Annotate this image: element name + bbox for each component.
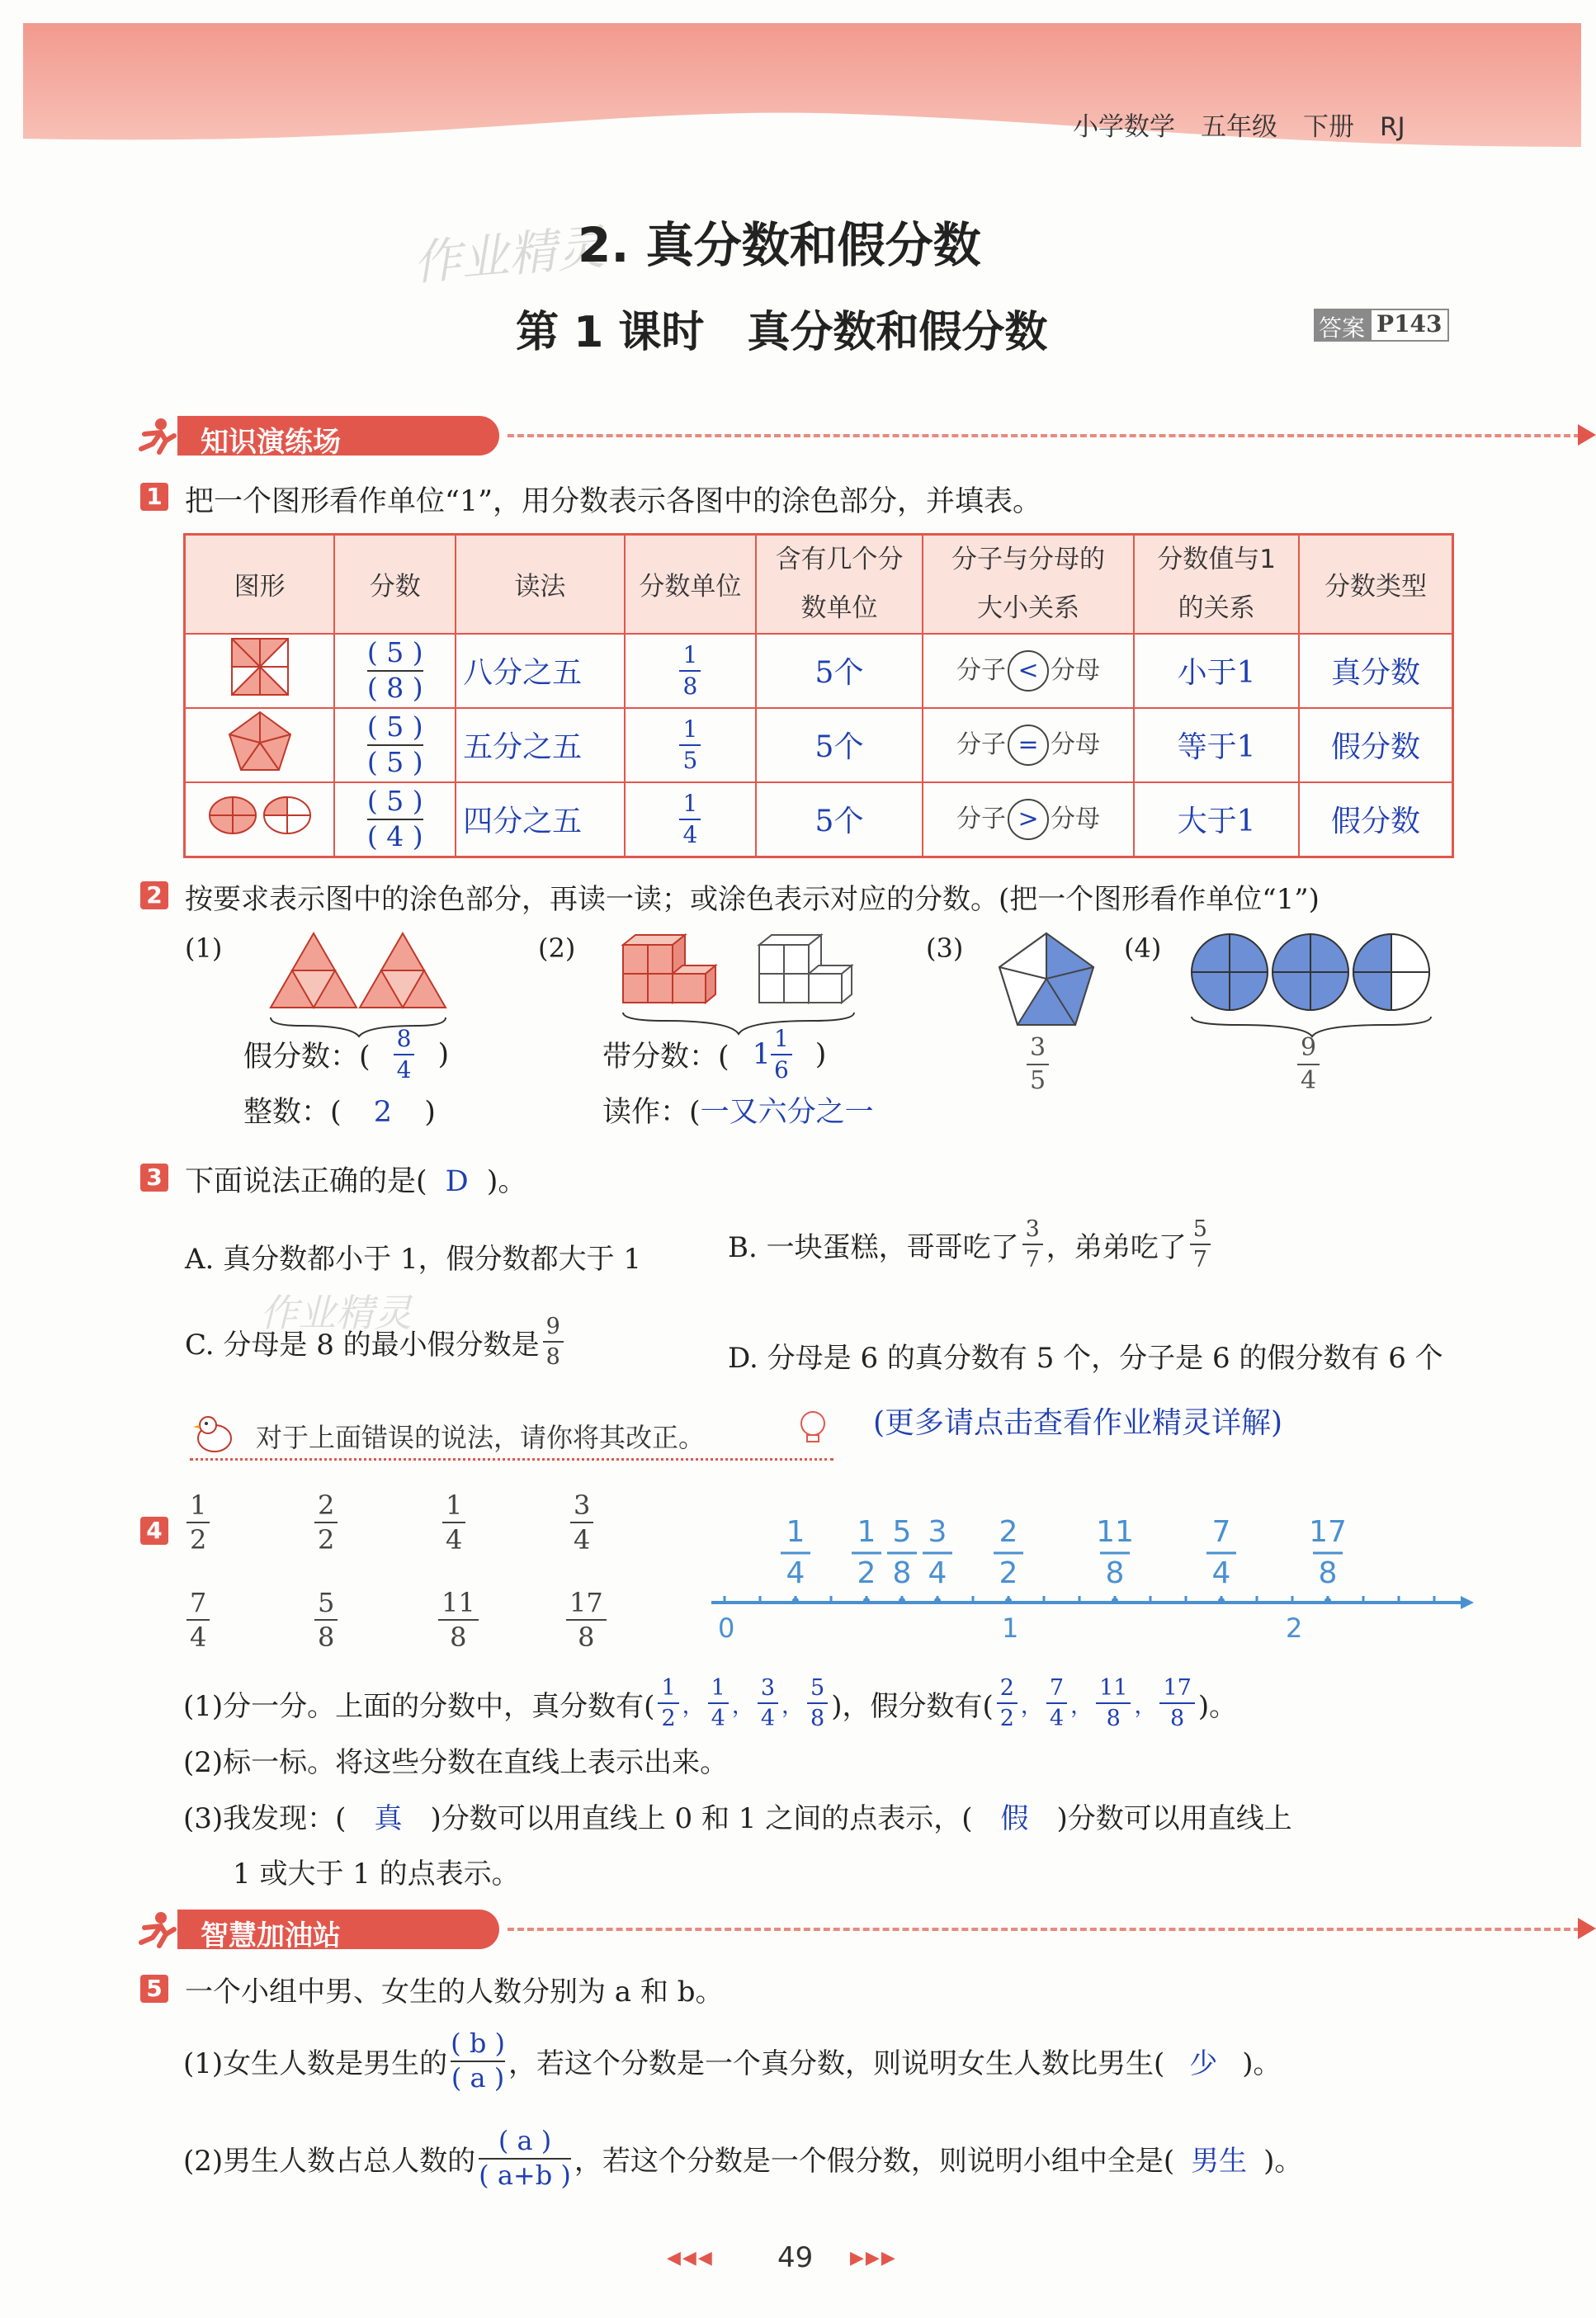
q3-option-a: A. 真分数都小于 1，假分数都大于 1: [185, 1243, 642, 1276]
section-practice-label: 知识演练场: [201, 426, 341, 459]
number-line-fraction-label: [1309, 1515, 1347, 1604]
q2-p4-fraction: [1297, 1033, 1320, 1095]
q3-option-b-d2: 7: [1192, 1247, 1207, 1272]
number-line-fraction-text: 11: [1096, 1515, 1134, 1549]
number-line-fraction-label: [923, 1515, 952, 1604]
q4-p1-mid: )，假分数有(: [831, 1689, 994, 1723]
q4-p3-pre: (3)我发现：(: [183, 1802, 347, 1835]
q1-prompt: 把一个图形看作单位“1”，用分数表示各图中的涂色部分，并填表。: [185, 485, 1042, 518]
q4-frac-3: 1 4: [442, 1492, 465, 1553]
q1-r2-reading: 五分之五: [456, 708, 625, 782]
q1-r3-rel-right: 分母: [1051, 805, 1101, 834]
footer-prev-arrows[interactable]: ◀◀◀: [667, 2248, 714, 2268]
q5-part2: [183, 2127, 1302, 2189]
q1-r2-num: 5: [386, 711, 404, 744]
q1-r3-unit-num: 1: [682, 789, 698, 817]
number-line-fraction-text: 1: [857, 1515, 876, 1549]
number-line-fraction-label: [1096, 1515, 1134, 1604]
q4-frac-4: 3 4: [570, 1492, 593, 1553]
q2-prompt: 按要求表示图中的涂色部分，再读一读；或涂色表示对应的分数。(把一个图形看作单位“1”): [185, 883, 1320, 916]
q3-prompt-line: [185, 1159, 526, 1200]
q2-p2-mixed-den: 6: [773, 1056, 789, 1083]
q3-option-b: [728, 1218, 1214, 1271]
triangles-figure: [268, 931, 450, 1038]
q1-header-fraction: 分数: [334, 535, 456, 634]
q2-p2-read-label: 读作：(: [602, 1096, 701, 1129]
q4-frac-1: 1 2: [187, 1492, 210, 1553]
chick-icon: [190, 1410, 239, 1456]
q2-p1-improper-den: 4: [396, 1056, 412, 1083]
q3-more-link[interactable]: (更多请点击查看作业精灵详解): [873, 1406, 1283, 1440]
q2-p3-label: (3): [926, 932, 964, 964]
watermark: 作业精灵: [410, 218, 607, 291]
answer-tag-page: P143: [1370, 309, 1449, 342]
q4-number: 4: [140, 1517, 168, 1545]
q3-option-b-mid: ，弟弟吃了: [1046, 1230, 1187, 1264]
number-line-point: [934, 1598, 941, 1604]
q4-frac-8: 17 8: [566, 1589, 607, 1650]
number-line-fraction-label: [994, 1515, 1023, 1604]
q5-p1-pre: (1)女生人数是男生的: [183, 2047, 448, 2081]
q3-option-c-pre: C. 分母是 8 的最小假分数是: [185, 1328, 540, 1362]
q1-header-shape: 图形: [185, 535, 335, 634]
answer-tag-label: 答案: [1314, 309, 1370, 342]
watermark-small: 作业精灵: [260, 1291, 412, 1335]
q4-frac-6: 5 8: [314, 1589, 338, 1650]
q5-part1: [183, 2030, 1282, 2092]
number-line-arrow: [1461, 1596, 1474, 1609]
table-row: $\frac{( 5 )}{( 5 )}$ 五分之五 $\frac{1}{5}$ 5个 分子 = 分母 等于1 假分数: [185, 708, 1453, 782]
number-line-fraction-text: 2: [999, 1556, 1018, 1590]
q2-p2-close: ): [815, 1038, 827, 1071]
q2-p2-mixed: [602, 1027, 826, 1082]
q3-option-c-n: 9: [545, 1314, 560, 1339]
q3-option-b-n1: 3: [1025, 1216, 1040, 1242]
section-challenge-label: 智慧加油站: [201, 1919, 341, 1952]
q1-r1-type: 真分数: [1299, 634, 1453, 708]
q1-header-count: 含有几个分数单位: [756, 535, 923, 634]
q4-part3-line2: 1 或大于 1 的点表示。: [233, 1858, 520, 1891]
q2-p3-num: 3: [1030, 1033, 1046, 1062]
number-line-fraction-text: 8: [1105, 1556, 1125, 1590]
number-line-tick-label: 2: [1286, 1612, 1303, 1644]
answer-tag[interactable]: [1314, 309, 1449, 342]
q5-p2-den[interactable]: ( a+b ): [479, 2159, 571, 2191]
q3-number: 3: [140, 1164, 168, 1192]
number-line-fraction-text: 8: [1318, 1556, 1338, 1590]
q1-r2-type: 假分数: [1299, 708, 1453, 782]
q5-p2-mid: ，若这个分数是一个假分数，则说明小组中全是(: [574, 2145, 1175, 2179]
q2-p2-mixed-whole: 1: [752, 1038, 771, 1071]
q5-p1-mid: ，若这个分数是一个真分数，则说明女生人数比男生(: [508, 2047, 1165, 2081]
q4-p1-end: )。: [1197, 1689, 1238, 1723]
q1-r1-rel-right: 分母: [1051, 656, 1101, 686]
q2-p1-integer-label: 整数：(: [243, 1096, 342, 1129]
number-line-point: [1218, 1598, 1225, 1604]
q2-p1-improper-label: 假分数：(: [243, 1041, 371, 1074]
number-line-fraction-text: 4: [928, 1556, 947, 1590]
q5-p2-answer[interactable]: 男生: [1191, 2145, 1248, 2179]
blue-circles-figure: [1188, 931, 1436, 1038]
q1-header-unit: 分数单位: [625, 535, 757, 634]
q2-p1-improper-num: 8: [396, 1025, 412, 1052]
q5-p1-den[interactable]: ( a ): [451, 2061, 505, 2094]
q2-p1-close: ): [437, 1038, 450, 1071]
q2-p2-read: [602, 1089, 874, 1131]
q3-hint: 对于上面错误的说法，请你将其改正。: [256, 1422, 706, 1453]
q1-r1-reading: 八分之五: [456, 634, 625, 708]
number-line-point: [899, 1598, 905, 1604]
q3-hint-box: [190, 1407, 833, 1461]
q1-header-value: 分数值与1的关系: [1134, 535, 1299, 634]
number-line-point: [863, 1598, 870, 1604]
blue-pentagon-figure: [997, 931, 1096, 1028]
q1-r2-unit-den: 5: [682, 746, 698, 774]
q5-p2-num[interactable]: ( a ): [498, 2125, 552, 2156]
q5-p2-pre: (2)男生人数占总人数的: [183, 2145, 476, 2179]
chapter-title: 2. 真分数和假分数: [578, 217, 981, 273]
q2-number: 2: [140, 881, 168, 909]
q4-p3-end: )分数可以用直线上: [1056, 1802, 1292, 1835]
runner-icon: [136, 1910, 177, 1951]
runner-icon: [136, 416, 177, 457]
number-line-fraction-text: 4: [1211, 1556, 1231, 1590]
q2-p2-mixed-label: 带分数：(: [602, 1041, 730, 1074]
number-line-fraction-text: 1: [786, 1515, 805, 1549]
q2-p2-mixed-num: 1: [773, 1025, 789, 1052]
q1-r1-den: 8: [386, 671, 404, 704]
q4-p3-answer-2[interactable]: 假: [1000, 1802, 1029, 1835]
number-line-fraction-text: 4: [786, 1556, 805, 1590]
q4-improper-list: $\frac{2}{2}$ ， $\frac{7}{4}$ ， $\frac{11}{8}$ ， $\frac{17}{8}$: [994, 1677, 1198, 1730]
q2-p2-read-value: 一又六分之一: [700, 1096, 874, 1129]
q1-r1-rel-left: 分子: [956, 656, 1007, 686]
q2-p2-label: (2): [538, 932, 576, 964]
q4-part1: [183, 1677, 1237, 1730]
q2-p4-label: (4): [1124, 932, 1162, 964]
header-book-info: 小学数学 五年级 下册 RJ: [1073, 112, 1405, 142]
q4-proper-list: $\frac{1}{2}$ ， $\frac{1}{4}$ ， $\frac{3}{4}$ ， $\frac{5}{8}$: [654, 1677, 831, 1730]
q3-prompt: 下面说法正确的是(: [185, 1165, 427, 1198]
q1-r3-den: 4: [386, 819, 404, 852]
q3-prompt-end: )。: [486, 1165, 527, 1198]
q1-r3-unit-den: 4: [682, 820, 698, 848]
number-line-fraction-text: 17: [1309, 1515, 1347, 1549]
number-line-fraction-label: [852, 1515, 881, 1604]
q1-header-reading: 读法: [456, 535, 625, 634]
q1-r2-unit-num: 1: [682, 715, 698, 743]
q2-p1-integer: [243, 1089, 436, 1131]
number-line-fraction-label: [1206, 1515, 1236, 1604]
q1-r2-rel-left: 分子: [956, 730, 1007, 760]
q5-p2-end: )。: [1263, 2145, 1303, 2179]
q1-r3-value-rel: 大于1: [1134, 782, 1299, 857]
number-line-point: [1112, 1598, 1118, 1604]
page-number: 49: [777, 2241, 814, 2274]
q5-prompt: 一个小组中男、女生的人数分别为 a 和 b。: [185, 1976, 724, 2009]
q1-r1-unit-den: 8: [682, 672, 698, 700]
arrow-right-icon: [1576, 1916, 1596, 1941]
q5-number: 5: [140, 1975, 168, 2003]
q2-p3-fraction: [1027, 1033, 1049, 1095]
number-line-fraction-text: 3: [928, 1515, 947, 1549]
q1-r3-rel-left: 分子: [956, 805, 1007, 834]
q1-r3-type: 假分数: [1299, 782, 1453, 857]
number-line-fraction-label: [781, 1515, 810, 1604]
q3-option-d: D. 分母是 6 的真分数有 5 个，分子是 6 的假分数有 6 个: [728, 1342, 1443, 1375]
q4-fraction-grid: [183, 1489, 645, 1669]
q3-option-b-n2: 5: [1192, 1216, 1207, 1242]
q1-r3-count: 5个: [756, 782, 923, 857]
q1-r1-rel-sign: <: [1008, 650, 1049, 692]
section-challenge: [136, 1908, 1457, 1951]
q4-p3-mid: )分数可以用直线上 0 和 1 之间的点表示，(: [430, 1802, 973, 1835]
number-line-point: [1005, 1598, 1012, 1604]
q3-answer[interactable]: D: [445, 1165, 469, 1198]
q4-frac-2: 2 2: [314, 1492, 338, 1553]
q1-header-type: 分数类型: [1299, 535, 1453, 634]
q1-r2-value-rel: 等于1: [1134, 708, 1299, 782]
q2-p1-label: (1): [185, 932, 223, 964]
q1-r3-rel-sign: >: [1008, 799, 1049, 840]
q1-r2-rel-sign: =: [1008, 725, 1049, 766]
number-line-fraction-text: 8: [892, 1556, 912, 1590]
table-row: $\frac{( 5 )}{( 4 )}$ 四分之五 $\frac{1}{4}$ 5个 分子 > 分母 大于1 假分数: [185, 782, 1453, 857]
q5-p1-end: )。: [1242, 2047, 1282, 2081]
q2-p1-improper: [243, 1027, 449, 1082]
number-line-fraction-text: 2: [857, 1556, 876, 1590]
q1-header-relation: 分子与分母的大小关系: [923, 535, 1134, 634]
q1-r3-reading: 四分之五: [456, 782, 625, 857]
q1-number: 1: [140, 483, 168, 511]
q1-r1-count: 5个: [756, 634, 923, 708]
q3-option-c-d: 8: [545, 1344, 560, 1370]
q3-option-b-d1: 7: [1025, 1247, 1040, 1272]
q4-p1-pre: (1)分一分。上面的分数中，真分数有(: [183, 1689, 655, 1723]
number-line-fraction-label: [887, 1515, 917, 1604]
number-line-point: [1324, 1598, 1331, 1604]
q2-p4-num: 9: [1301, 1033, 1317, 1062]
q2-p1-integer-close: ): [424, 1096, 436, 1129]
number-line-tick-label: 0: [718, 1612, 735, 1644]
shaded-circles-figure: [206, 792, 314, 838]
q2-p3-den: 5: [1030, 1066, 1046, 1095]
footer-next-arrows[interactable]: ▶▶▶: [850, 2248, 897, 2268]
number-line-fraction-text: 2: [999, 1515, 1018, 1549]
table-row: $\frac{( 5 )}{( 8 )}$ 八分之五 $\frac{1}{8}$ 5个 分子 < 分母 小于1 真分数: [185, 634, 1453, 708]
q4-part3: [183, 1796, 1292, 1836]
cubes-figure: [615, 928, 862, 1044]
shaded-square-figure: [230, 637, 290, 696]
q4-p3-answer-1[interactable]: 真: [374, 1802, 403, 1835]
number-line-fraction-text: 7: [1211, 1515, 1231, 1549]
number-line-fraction-text: 5: [892, 1515, 912, 1549]
q4-frac-7: 11 8: [438, 1589, 479, 1650]
q3-option-b-pre: B. 一块蛋糕，哥哥吃了: [728, 1230, 1019, 1264]
q1-r2-rel-right: 分母: [1051, 730, 1101, 760]
q1-r2-den: 5: [386, 745, 404, 778]
section-practice: [136, 414, 1457, 457]
q1-r1-unit-num: 1: [682, 640, 698, 668]
arrow-right-icon: [1576, 423, 1596, 447]
q2-p1-integer-value: 2: [373, 1096, 393, 1129]
q1-r1-num: 5: [386, 636, 404, 669]
q5-p1-answer[interactable]: 少: [1189, 2047, 1218, 2081]
q1-r2-count: 5个: [756, 708, 923, 782]
q1-r3-num: 5: [386, 785, 404, 818]
lesson-title: 第 1 课时 真分数和假分数: [516, 308, 1048, 357]
q4-frac-5: 7 4: [187, 1589, 210, 1650]
q1-table: [183, 533, 1454, 858]
q4-part2: (2)标一标。将这些分数在直线上表示出来。: [183, 1746, 729, 1779]
lightbulb-icon: [796, 1407, 829, 1453]
q1-r1-value-rel: 小于1: [1134, 634, 1299, 708]
number-line-point: [792, 1598, 799, 1604]
number-line: [708, 1510, 1476, 1650]
q5-p1-num[interactable]: ( b ): [451, 2028, 505, 2059]
shaded-pentagon-figure: [227, 710, 293, 772]
q2-p4-den: 4: [1301, 1066, 1317, 1095]
q3-option-c: [185, 1315, 567, 1368]
number-line-tick-label: 1: [1002, 1612, 1019, 1644]
